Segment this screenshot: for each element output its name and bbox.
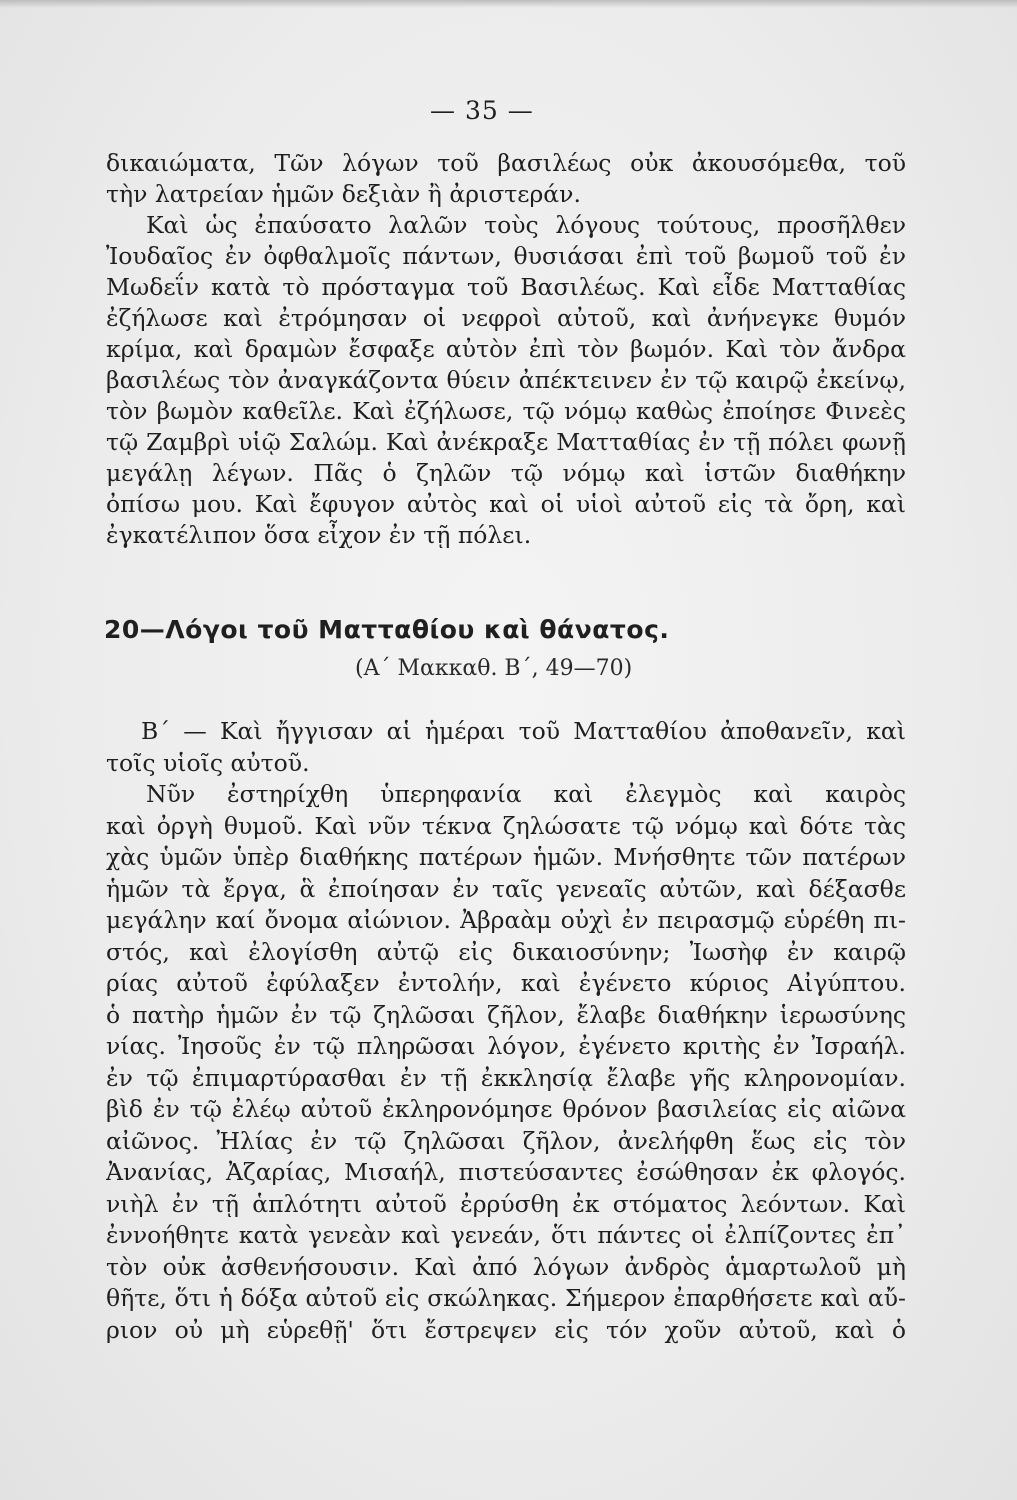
section-title: Λόγοι τοῦ Ματταθίου καὶ θάνατος. <box>165 615 670 644</box>
text-line: κρίμα, καὶ δραμὼν ἔσφαξε αὐτὸν ἐπὶ τὸν βωμόν. Καὶ τὸν ἄνδρα <box>106 335 906 363</box>
text-line: ἡμῶν τὰ ἔργα, ἃ ἐποίησαν ἐν ταῖς γενεαῖς αὐτῶν, καὶ δέξασθε <box>106 874 906 903</box>
text-line: ρίας αὐτοῦ ἐφύλαξεν ἐντολήν, καὶ ἐγένετο κύριος Αἰγύπτου. <box>106 969 906 997</box>
text-line: μεγάλην καί ὄνομα αἰώνιον. Ἀβραὰμ οὐχὶ ἐν πειρασμῷ εὑρέθη πι- <box>106 906 906 934</box>
text-line: ὀπίσω μου. Καὶ ἔφυγον αὐτὸς καὶ οἱ υἱοὶ αὐτοῦ εἰς τὰ ὄρη, καὶ <box>106 490 906 518</box>
section-dash: — <box>139 615 166 644</box>
text-line: ὁ πατὴρ ἡμῶν ἐν τῷ ζηλῶσαι ζῆλον, ἔλαβε διαθήκην ἱερωσύνης <box>106 1000 906 1029</box>
text-line: βὶδ ἐν τῷ ἐλέῳ αὐτοῦ ἐκληρονόμησε θρόνον βασιλείας εἰς αἰῶνα <box>106 1095 906 1123</box>
text-line: Ἰουδαῖος ἐν ὀφθαλμοῖς πάντων, θυσιάσαι ἐπὶ τοῦ βωμοῦ τοῦ ἐν <box>106 242 906 270</box>
section-2-text <box>106 716 906 1346</box>
text-line: βασιλέως τὸν ἀναγκάζοντα θύειν ἀπέκτεινεν ἐν τῷ καιρῷ ἐκείνῳ, <box>106 366 906 394</box>
text-line: τῷ Ζαμβρὶ υἱῷ Σαλώμ. Καὶ ἀνέκραξε Ματταθίας ἐν τῇ πόλει φωνῇ <box>106 428 906 456</box>
text-line: ριον οὐ μὴ εὑρεθῇ' ὅτι ἔστρεψεν εἰς τόν χοῦν αὐτοῦ, καὶ ὁ <box>106 1315 906 1344</box>
text-line: Μωδεΐν κατὰ τὸ πρόσταγμα τοῦ Βασιλέως. Καὶ εἶδε Ματταθίας <box>106 273 906 301</box>
text-line: Ἀνανίας, Ἀζαρίας, Μισαήλ, πιστεύσαντες ἐσώθησαν ἐκ φλογός. <box>106 1158 906 1186</box>
text-line: μεγάλῃ λέγων. Πᾶς ὁ ζηλῶν τῷ νόμῳ καὶ ἱστῶν διαθήκην <box>106 459 906 487</box>
text-line: δικαιώματα, Τῶν λόγων τοῦ βασιλέως οὐκ ἀκουσόμεθα, τοῦ <box>106 149 906 177</box>
text-line: νίας. Ἰησοῦς ἐν τῷ πληρῶσαι λόγον, ἐγένετο κριτὴς ἐν Ἰσραήλ. <box>106 1032 906 1060</box>
page-edge-shadow <box>0 0 1017 8</box>
text-line: στός, καὶ ἐλογίσθη αὐτῷ εἰς δικαιοσύνην; Ἰωσὴφ ἐν καιρῷ <box>106 937 906 966</box>
section-reference: (Α΄ Μακκαθ. Β΄, 49—70) <box>355 656 633 681</box>
text-line: τὸν βωμὸν καθεῖλε. Καὶ ἐζήλωσε, τῷ νόμῳ καθὼς ἐποίησε Φινεὲς <box>106 397 906 425</box>
text-line: ἐννοήθητε κατὰ γενεὰν καὶ γενεάν, ὅτι πάντες οἱ ἐλπίζοντες ἐπ᾽ <box>106 1221 906 1249</box>
section-heading <box>104 615 669 644</box>
text-line: αἰῶνος. Ἠλίας ἐν τῷ ζηλῶσαι ζῆλον, ἀνελήφθη ἕως εἰς τὸν <box>106 1126 906 1155</box>
page-number: — 35 — <box>430 96 534 125</box>
text-line: ἐζήλωσε καὶ ἐτρόμησαν οἱ νεφροὶ αὐτοῦ, καὶ ἀνήνεγκε θυμόν <box>106 304 906 332</box>
text-line: Νῦν ἐστηρίχθη ὑπερηφανία καὶ ἐλεγμὸς καὶ καιρὸς <box>146 780 906 808</box>
text-line: τὴν λατρείαν ἡμῶν δεξιὰν ἢ ἀριστεράν. <box>106 180 581 208</box>
text-line: ἐγκατέλιπον ὅσα εἶχον ἐν τῇ πόλει. <box>106 521 532 549</box>
text-line: τοῖς υἱοῖς αὐτοῦ. <box>106 748 310 777</box>
text-line: ἐν τῷ ἐπιμαρτύρασθαι ἐν τῇ ἐκκλησίᾳ ἔλαβε γῆς κληρονομίαν. <box>106 1063 906 1092</box>
section-number: 20 <box>104 615 140 644</box>
text-line: καὶ ὀργὴ θυμοῦ. Καὶ νῦν τέκνα ζηλώσατε τῷ νόμῳ καὶ δότε τὰς <box>106 811 906 840</box>
text-line: Β΄ — Καὶ ἤγγισαν αἱ ἡμέραι τοῦ Ματταθίου ἀποθανεῖν, καὶ <box>141 717 906 745</box>
text-line: Καὶ ὡς ἐπαύσατο λαλῶν τοὺς λόγους τούτους, προσῆλθεν <box>146 211 906 239</box>
text-line: τὸν οὐκ ἀσθενήσουσιν. Καὶ ἀπό λόγων ἀνδρὸς ἁμαρτωλοῦ μὴ <box>106 1252 906 1281</box>
text-line: νιὴλ ἐν τῇ ἁπλότητι αὐτοῦ ἐρρύσθη ἐκ στόματος λεόντων. Καὶ <box>106 1189 906 1218</box>
text-line: θῆτε, ὅτι ἡ δόξα αὐτοῦ εἰς σκώληκας. Σήμερον ἐπαρθήσετε καὶ αὔ- <box>106 1284 906 1312</box>
text-line: χὰς ὑμῶν ὑπὲρ διαθήκης πατέρων ἡμῶν. Μνήσθητε τῶν πατέρων <box>106 843 906 871</box>
section-1-text <box>106 148 906 551</box>
